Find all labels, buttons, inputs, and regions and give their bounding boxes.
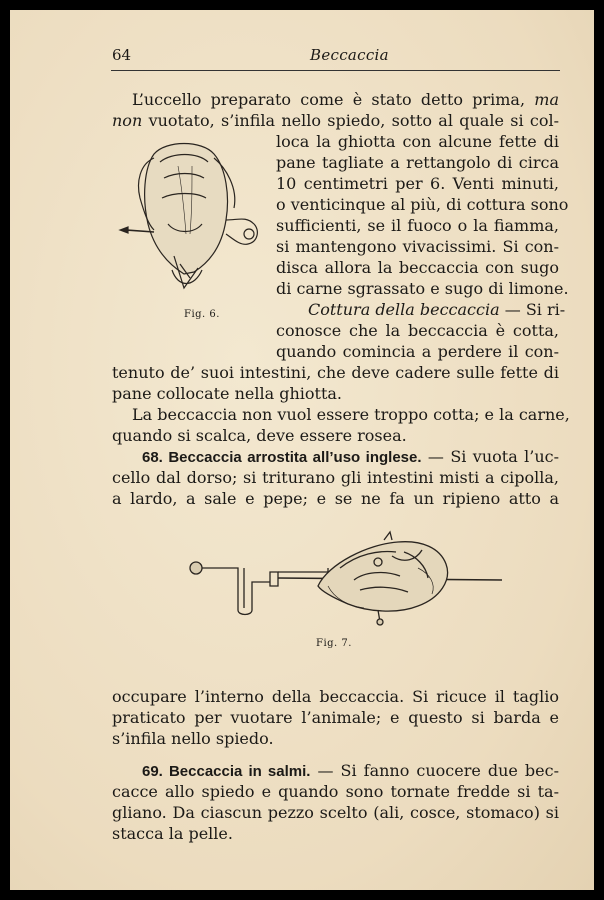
text-line: non vuotato, s’infila nello spiedo, sotto al quale si col- xyxy=(112,111,560,130)
text-line: pane collocate nella ghiotta. xyxy=(112,384,342,403)
text-line: cacce allo spiedo e quando sono tornate fredde si ta- xyxy=(112,782,559,801)
text-line: Cottura della beccaccia — Si ri- xyxy=(308,300,566,319)
recipe-68-line: 68. Beccaccia arrostita all’uso inglese. — Si vuota l’uc- xyxy=(142,447,559,466)
text-line: quando comincia a perdere il con- xyxy=(276,342,559,361)
text-line: si mantengono vivacissimi. Si con- xyxy=(276,237,559,256)
text-line: disca allora la beccaccia con sugo xyxy=(276,258,559,277)
text-line: L’uccello preparato come è stato detto prima, ma xyxy=(132,90,559,109)
header-rule xyxy=(111,70,560,71)
text-line: sufficienti, se il fuoco o la fiamma, xyxy=(276,216,559,235)
page-number: 64 xyxy=(112,46,132,64)
fig6-caption: Fig. 6. xyxy=(184,309,220,320)
text-line: cello dal dorso; si triturano gli intestini misti a cipolla, xyxy=(112,468,559,487)
book-page xyxy=(10,10,594,890)
text-line: a lardo, a sale e pepe; e se ne fa un ripieno atto a xyxy=(112,489,559,508)
text-line: o venticinque al più, di cottura sono xyxy=(276,195,569,214)
text-line: praticato per vuotare l’animale; e questo si barda e xyxy=(112,708,559,727)
text-line: occupare l’interno della beccaccia. Si ricuce il taglio xyxy=(112,687,559,706)
recipe-69-heading: 69. Beccaccia in salmi. xyxy=(142,763,311,780)
text-line: s’infila nello spiedo. xyxy=(112,729,274,748)
fig6-trussed-woodcock-illustration xyxy=(114,138,264,300)
text-line: 10 centimetri per 6. Venti minuti, xyxy=(276,174,559,193)
text-line: stacca la pelle. xyxy=(112,824,233,843)
text-line: quando si scalca, deve essere rosea. xyxy=(112,426,407,445)
text-line: loca la ghiotta con alcune fette di xyxy=(276,132,559,151)
text-line: La beccaccia non vuol essere troppo cotta; e la carne, xyxy=(132,405,570,424)
recipe-69-line: 69. Beccaccia in salmi. — Si fanno cuocere due bec- xyxy=(142,761,560,780)
text-line: di carne sgrassato e sugo di limone. xyxy=(276,279,569,298)
text-line: tenuto de’ suoi intestini, che deve cadere sulle fette di xyxy=(112,363,559,382)
recipe-68-heading: 68. Beccaccia arrostita all’uso inglese. xyxy=(142,449,422,466)
text-line: conosce che la beccaccia è cotta, xyxy=(276,321,559,340)
fig7-caption: Fig. 7. xyxy=(316,638,352,649)
text-line: gliano. Da ciascun pezzo scelto (ali, cosce, stomaco) si xyxy=(112,803,559,822)
fig7-spit-illustration xyxy=(178,528,492,628)
text-line: pane tagliate a rettangolo di circa xyxy=(276,153,559,172)
running-title: Beccaccia xyxy=(310,46,389,64)
